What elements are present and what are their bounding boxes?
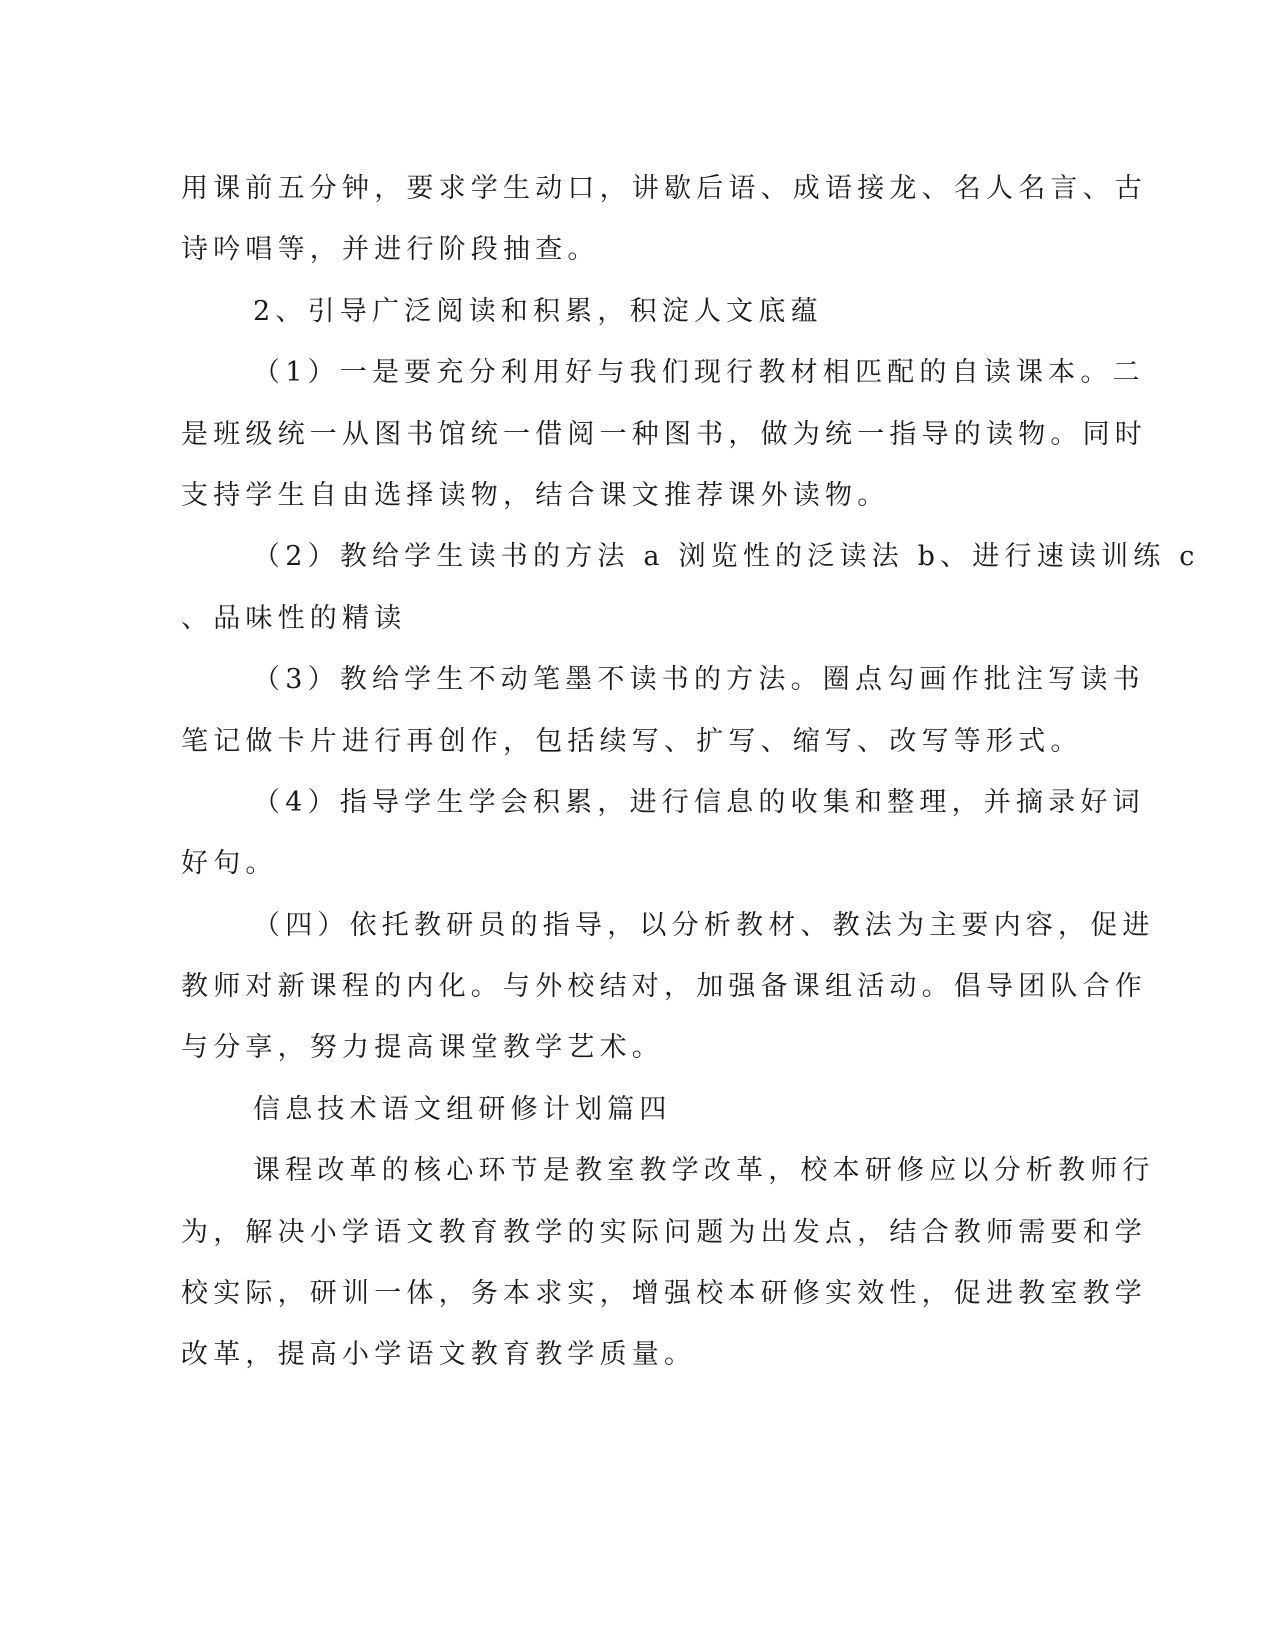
paragraph-line: 校实际，研训一体，务本求实，增强校本研修实效性，促进教室教学 xyxy=(181,1278,1147,1310)
paragraph-line: 好句。 xyxy=(181,848,278,880)
paragraph-line: 是班级统一从图书馆统一借阅一种图书，做为统一指导的读物。同时 xyxy=(181,418,1147,450)
paragraph-line: 、品味性的精读 xyxy=(181,602,407,634)
paragraph-line: 与分享，努力提高课堂教学艺术。 xyxy=(181,1032,664,1064)
paragraph-line: （3）教给学生不动笔墨不读书的方法。圈点勾画作批注写读书 xyxy=(253,664,1145,696)
paragraph-line: 课程改革的核心环节是教室教学改革，校本研修应以分析教师行 xyxy=(253,1155,1155,1187)
paragraph-line: （1）一是要充分利用好与我们现行教材相匹配的自读课本。二 xyxy=(253,357,1145,389)
document-body xyxy=(181,158,1200,1386)
paragraph-line: （2）教给学生读书的方法 a 浏览性的泛读法 b、进行速读训练 c xyxy=(253,541,1200,573)
paragraph-line: （四）依托教研员的指导，以分析教材、教法为主要内容，促进 xyxy=(253,909,1155,941)
paragraph-line: 笔记做卡片进行再创作，包括续写、扩写、缩写、改写等形式。 xyxy=(181,725,1083,757)
section-heading: 2、引导广泛阅读和积累，积淀人文底蕴 xyxy=(253,295,823,327)
paragraph-line: 支持学生自由选择读物，结合课文推荐课外读物。 xyxy=(181,479,890,511)
paragraph-line: （4）指导学生学会积累，进行信息的收集和整理，并摘录好词 xyxy=(253,786,1145,818)
paragraph-line: 用课前五分钟，要求学生动口，讲歇后语、成语接龙、名人名言、古 xyxy=(181,173,1147,204)
section-heading: 信息技术语文组研修计划篇四 xyxy=(253,1093,672,1125)
paragraph-line: 为，解决小学语文教育教学的实际问题为出发点，结合教师需要和学 xyxy=(181,1216,1147,1248)
paragraph-line: 诗吟唱等，并进行阶段抽查。 xyxy=(181,234,600,266)
paragraph-line: 改革，提高小学语文教育教学质量。 xyxy=(181,1339,697,1371)
paragraph-line: 教师对新课程的内化。与外校结对，加强备课组活动。倡导团队合作 xyxy=(181,971,1147,1003)
